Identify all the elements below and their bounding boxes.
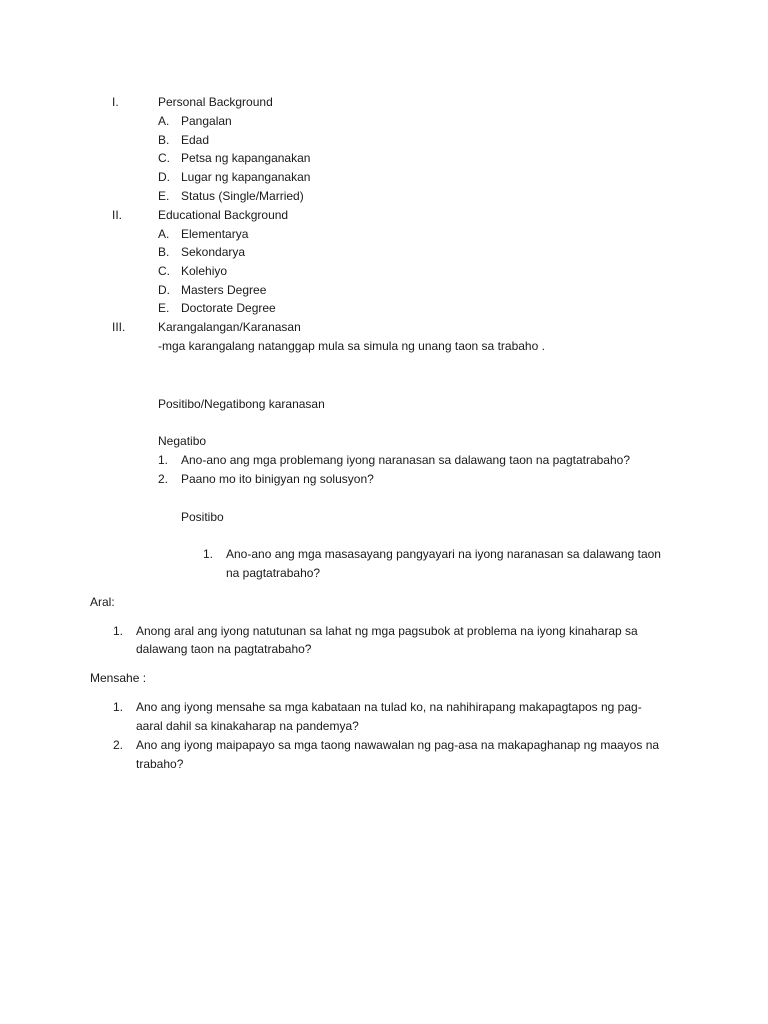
outline-item: Sekondarya: [181, 245, 246, 259]
question-text-continued: trabaho?: [136, 757, 184, 771]
question-text: Ano ang iyong maipapayo sa mga taong nawawalan ng pag-asa na makapaghanap ng maayos na: [136, 738, 660, 752]
question-number: 1.: [113, 700, 124, 714]
question-number: 1.: [113, 624, 124, 638]
outline-item: Lugar ng kapanganakan: [181, 170, 311, 184]
outline-item: Kolehiyo: [181, 264, 228, 278]
question-text-continued: dalawang taon na pagtatrabaho?: [136, 642, 312, 656]
item-letter: E.: [158, 189, 170, 203]
item-letter: E.: [158, 301, 170, 315]
section-title: Educational Background: [158, 208, 289, 222]
lesson-heading: Aral:: [90, 595, 115, 609]
question-text: Ano-ano ang mga masasayang pangyayari na iyong naranasan sa dalawang taon: [226, 547, 661, 561]
outline-item: Edad: [181, 133, 210, 147]
question-text: Paano mo ito binigyan ng solusyon?: [181, 472, 374, 486]
message-heading: Mensahe :: [90, 671, 147, 685]
question-text: Anong aral ang iyong natutunan sa lahat ng mga pagsubok at problema na iyong kinaharap sa: [136, 624, 638, 638]
roman-numeral: III.: [112, 320, 126, 334]
question-number: 2.: [158, 472, 169, 486]
item-letter: D.: [158, 283, 170, 297]
question-text: Ano-ano ang mga problemang iyong naranasan sa dalawang taon na pagtatrabaho?: [181, 453, 631, 467]
item-letter: C.: [158, 151, 170, 165]
positive-heading: Positibo: [181, 510, 224, 524]
roman-numeral: I.: [112, 95, 119, 109]
outline-item: Petsa ng kapanganakan: [181, 151, 311, 165]
question-text: Ano ang iyong mensahe sa mga kabataan na tulad ko, na nahihirapang makapagtapos ng pag-: [136, 700, 642, 714]
item-letter: A.: [158, 114, 170, 128]
negative-heading: Negatibo: [158, 434, 207, 448]
section-note: -mga karangalang natanggap mula sa simula ng unang taon sa trabaho .: [158, 339, 545, 353]
item-letter: A.: [158, 227, 170, 241]
question-text-continued: aaral dahil sa kinakaharap na pandemya?: [136, 719, 359, 733]
outline-item: Masters Degree: [181, 283, 267, 297]
item-letter: B.: [158, 133, 170, 147]
question-number: 1.: [158, 453, 169, 467]
outline-item: Doctorate Degree: [181, 301, 276, 315]
experience-heading: Positibo/Negatibong karanasan: [158, 397, 325, 411]
question-number: 2.: [113, 738, 124, 752]
item-letter: B.: [158, 245, 170, 259]
question-number: 1.: [203, 547, 214, 561]
roman-numeral: II.: [112, 208, 123, 222]
section-title: Personal Background: [158, 95, 273, 109]
outline-item: Pangalan: [181, 114, 232, 128]
item-letter: D.: [158, 170, 170, 184]
outline-item: Elementarya: [181, 227, 249, 241]
outline-item: Status (Single/Married): [181, 189, 304, 203]
section-title: Karangalangan/Karanasan: [158, 320, 301, 334]
question-text-continued: na pagtatrabaho?: [226, 566, 321, 580]
item-letter: C.: [158, 264, 170, 278]
